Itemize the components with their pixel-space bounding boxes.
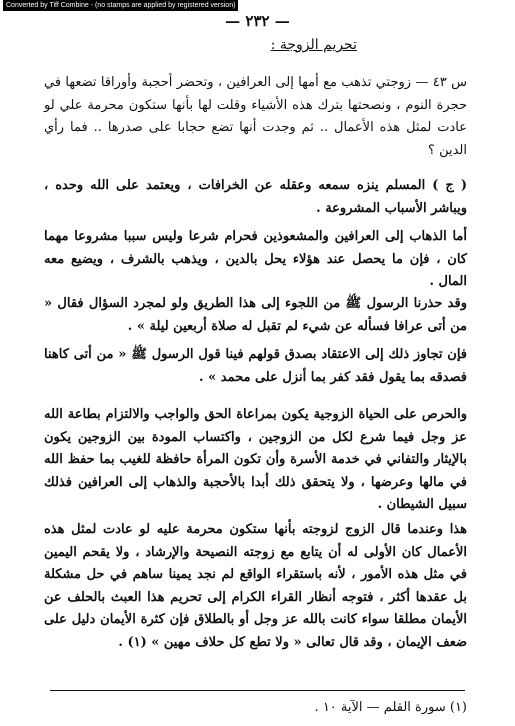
- paragraph-2-block: [44, 293, 467, 338]
- footnote-divider: [50, 690, 465, 691]
- paragraph-1-block: [44, 226, 467, 294]
- question-text: س ٤٣ — زوجتي تذهب مع أمها إلى العرافين ، وتحضر أحجبة وأوراقا تضعها في حجرة النوم ، ونصحتها بترك هذه الأشياء وقلت لها بأنها ستكون محرمة علي لو عادت لمثل هذه الأعمال .. ثم وجدت أنها تضع حجابا على صدرها .. فما رأي الدين ؟: [44, 75, 467, 158]
- paragraph-3-block: [44, 344, 467, 389]
- paragraph-2-text: وقد حذرنا الرسول ﷺ من اللجوء إلى هذا الطريق ولو لمجرد السؤال فقال « من أتى عرافا فسأله عن شيء لم تقبل له صلاة أربعين ليلة » .: [44, 296, 467, 334]
- paragraph-4-block: [44, 404, 467, 517]
- paragraph-1-text: أما الذهاب إلى العرافين والمشعوذين فحرام شرعا وليس سببا مشروعا مهما كان ، فإن ما يحصل عند هؤلاء يحل بالدين ، ويذهب بالشرف ، ويضيع معه المال .: [44, 229, 467, 289]
- conversion-watermark: Converted by Tiff Combine - (no stamps are applied by registered version): [3, 0, 238, 11]
- footnote-text: (١) سورة القلم — الآية ١٠ .: [314, 700, 467, 715]
- section-heading: تحريم الزوجة :: [270, 37, 357, 53]
- answer-intro-text: ( ج ) المسلم ينزه سمعه وعقله عن الخرافات ، ويعتمد على الله وحده ، ويباشر الأسباب المشروعة .: [44, 178, 467, 216]
- question-block: [44, 72, 467, 162]
- paragraph-5-text: هذا وعندما قال الزوج لزوجته بأنها ستكون محرمة عليه لو عادت لمثل هذه الأعمال كان الأولى له أن يتابع مع زوجته النصيحة والإرشاد ، ولا يقحم اليمين في مثل هذه الأمور ، لأنه باستقراء الواقع لم نجد يمينا ساهم في حل مشكلة بل عقدها أكثر ، فتوجه أنظار القراء الكرام إلى تحريم هذا العبث بالحلف عن الأيمان مطلقا سواء كانت بالله عز وجل أو بالطلاق فإن كثرة الأيمان دليل على ضعف الإيمان ، وقد قال تعالى « ولا تطع كل حلاف مهين » (١) .: [44, 522, 467, 650]
- answer-intro-block: [44, 175, 467, 220]
- paragraph-4-text: والحرص على الحياة الزوجية يكون بمراعاة الحق والواجب والالتزام بطاعة الله عز وجل فيما شرع لكل من الزوجين ، واكتساب المودة بين الزوجين يكون بالإيثار والتفاني في خدمة الأسرة وأن تكون المرأة حافظة للغيب بما حفظ الله في مالها وعرضها ، ولا يتحقق ذلك أبدا بالأحجبة والذهاب إلى العرافين فذلك سبيل الشيطان .: [44, 407, 467, 512]
- page-number: — ٢٣٢ —: [225, 12, 290, 30]
- paragraph-5-block: [44, 519, 467, 654]
- paragraph-3-text: فإن تجاوز ذلك إلى الاعتقاد بصدق قولهم فينا قول الرسول ﷺ « من أتى كاهنا فصدقه بما يقول فقد كفر بما أنزل على محمد » .: [44, 347, 467, 385]
